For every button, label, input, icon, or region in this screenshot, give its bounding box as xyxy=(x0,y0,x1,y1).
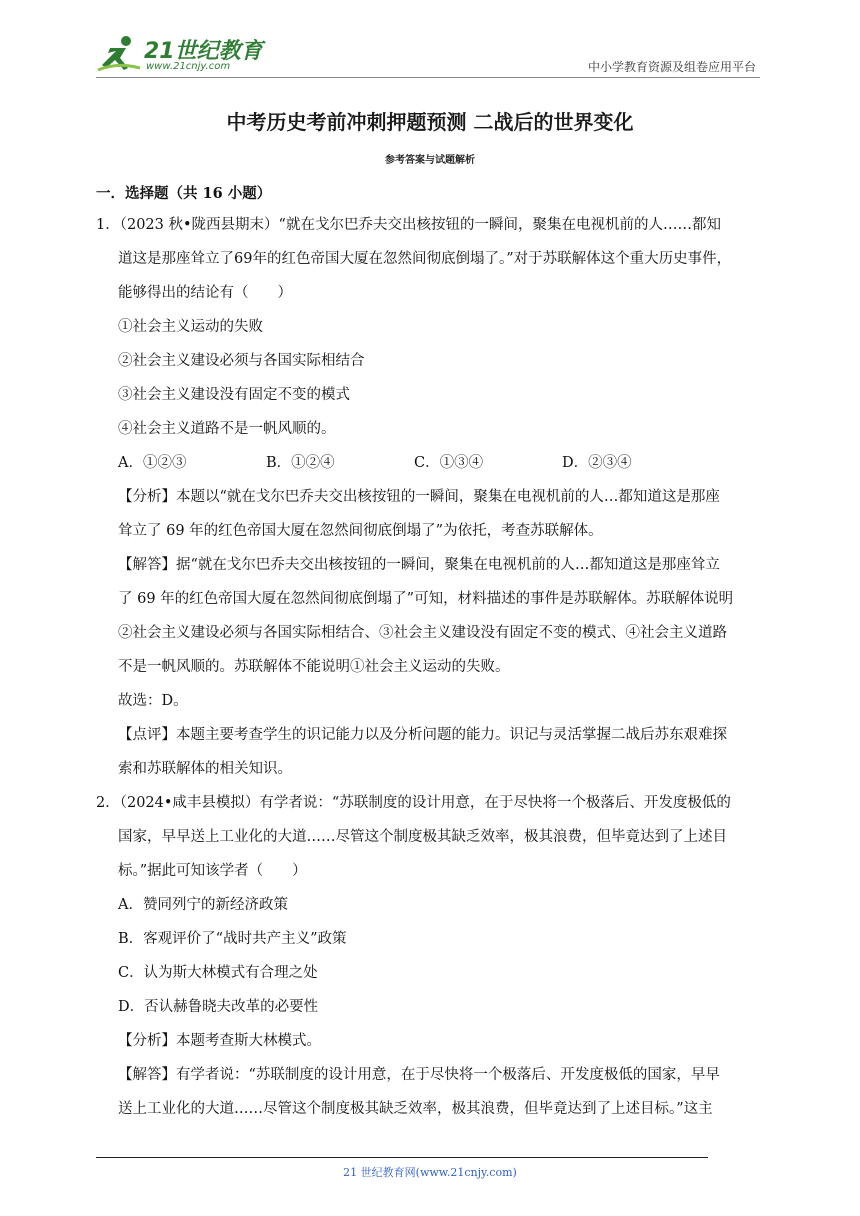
footer-link[interactable]: 21 世纪教育网(www.21cnjy.com) xyxy=(343,1166,517,1179)
document-body xyxy=(96,180,768,1126)
statement-item: ①社会主义运动的失败 xyxy=(118,319,263,335)
analysis-line: 【分析】本题以“就在戈尔巴乔夫交出核按钮的一瞬间，聚集在电视机前的人…都知道这是那座 xyxy=(118,489,720,505)
header-divider xyxy=(96,77,760,78)
site-logo[interactable] xyxy=(96,34,296,74)
logo-url: www.21cnjy.com xyxy=(146,61,231,72)
final-choice: 故选：D。 xyxy=(118,693,188,709)
option-b[interactable]: B．客观评价了“战时共产主义”政策 xyxy=(118,931,347,947)
statement-item: ②社会主义建设必须与各国实际相结合 xyxy=(118,353,365,369)
analysis-line: 【分析】本题考查斯大林模式。 xyxy=(118,1033,321,1049)
statement-item: ④社会主义道路不是一帆风顺的。 xyxy=(118,421,336,437)
solution-line: 不是一帆风顺的。苏联解体不能说明①社会主义运动的失败。 xyxy=(118,659,510,675)
analysis-line: 耸立了 69 年的红色帝国大厦在忽然间彻底倒塌了”为依托，考查苏联解体。 xyxy=(118,523,603,539)
option-c[interactable]: C．认为斯大林模式有合理之处 xyxy=(118,965,318,981)
question-2 xyxy=(96,786,768,1126)
page-header xyxy=(96,30,760,78)
logo-text: 21世纪教育 xyxy=(144,39,263,64)
option-a[interactable]: A．赞同列宁的新经济政策 xyxy=(118,897,288,913)
question-1-stem-line: 1．（2023 秋•陇西县期末）“就在戈尔巴乔夫交出核按钮的一瞬间，聚集在电视机前的人……都知 xyxy=(96,217,721,233)
footer-divider xyxy=(96,1157,708,1158)
section-heading: 一．选择题（共 16 小题） xyxy=(96,185,272,202)
question-2-stem-line: 标。”据此可知该学者（ ） xyxy=(118,863,307,879)
runner-icon xyxy=(96,34,142,74)
option-c[interactable]: C．①③④ xyxy=(414,455,484,471)
answer-options xyxy=(96,446,768,480)
solution-line: ②社会主义建设必须与各国实际相结合、③社会主义建设没有固定不变的模式、④社会主义道路 xyxy=(118,625,727,641)
option-b[interactable]: B．①②④ xyxy=(266,455,335,471)
platform-name: 中小学教育资源及组卷应用平台 xyxy=(587,60,756,74)
statement-item: ③社会主义建设没有固定不变的模式 xyxy=(118,387,350,403)
question-1 xyxy=(96,208,768,786)
comment-line: 【点评】本题主要考查学生的识记能力以及分析问题的能力。识记与灵活掌握二战后苏东艰难探 xyxy=(118,727,727,743)
question-1-stem-line: 能够得出的结论有（ ） xyxy=(118,285,292,301)
option-d[interactable]: D．②③④ xyxy=(562,455,632,471)
question-1-stem-line: 道这是那座耸立了69年的红色帝国大厦在忽然间彻底倒塌了。”对于苏联解体这个重大历史事件， xyxy=(118,251,732,267)
solution-line: 了 69 年的红色帝国大厦在忽然间彻底倒塌了”可知，材料描述的事件是苏联解体。苏联解体说明 xyxy=(118,591,734,607)
solution-line: 送上工业化的大道……尽管这个制度极其缺乏效率，极其浪费，但毕竟达到了上述目标。”这主 xyxy=(118,1101,713,1117)
document-subtitle: 参考答案与试题解析 xyxy=(385,155,475,166)
option-d[interactable]: D．否认赫鲁晓夫改革的必要性 xyxy=(118,999,319,1015)
solution-line: 【解答】据“就在戈尔巴乔夫交出核按钮的一瞬间，聚集在电视机前的人…都知道这是那座耸立 xyxy=(118,557,720,573)
comment-line: 索和苏联解体的相关知识。 xyxy=(118,761,292,777)
question-2-stem-line: 2．（2024•咸丰县模拟）有学者说：“苏联制度的设计用意，在于尽快将一个极落后、开发度极低的 xyxy=(96,795,731,811)
option-a[interactable]: A．①②③ xyxy=(118,455,187,471)
question-2-stem-line: 国家，早早送上工业化的大道……尽管这个制度极其缺乏效率，极其浪费，但毕竟达到了上述目 xyxy=(118,829,727,845)
solution-line: 【解答】有学者说：“苏联制度的设计用意，在于尽快将一个极落后、开发度极低的国家，早早 xyxy=(118,1067,720,1083)
document-title: 中考历史考前冲刺押题预测 二战后的世界变化 xyxy=(226,110,634,134)
